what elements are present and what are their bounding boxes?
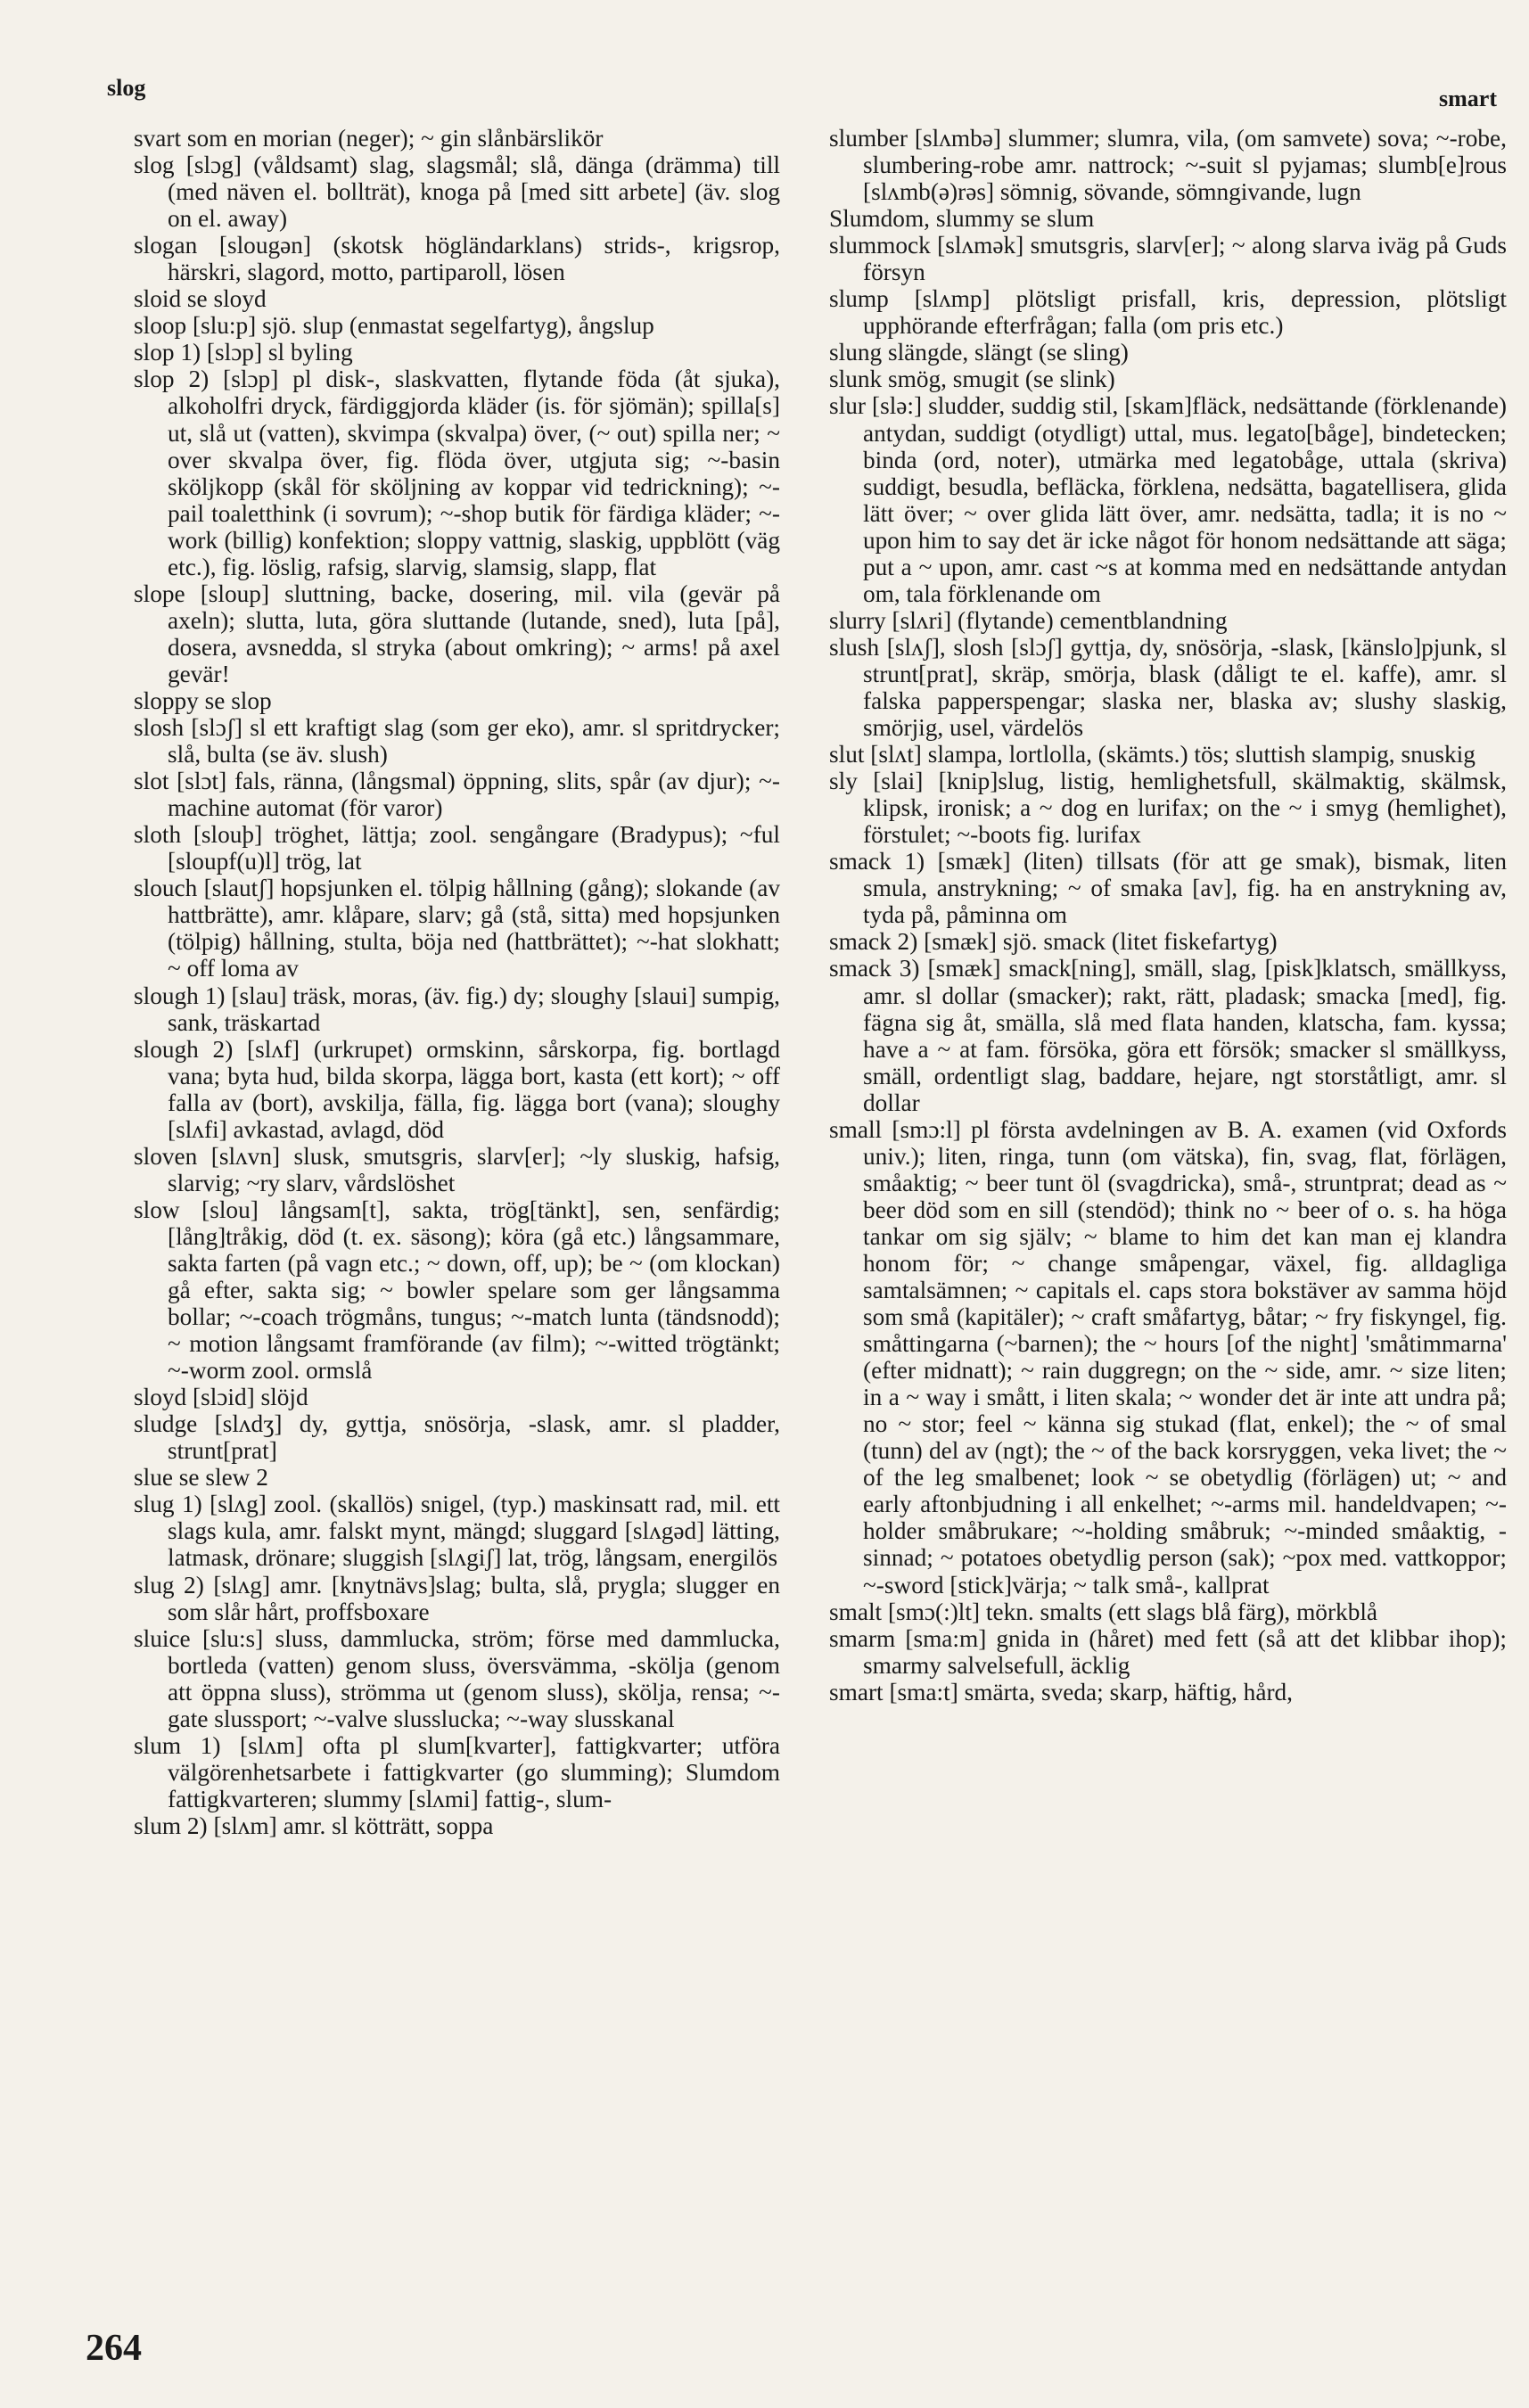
dictionary-entry: slush [slʌʃ], slosh [slɔʃ] gyttja, dy, snösörja, -slask, [känslo]pjunk, sl strunt[prat], skräp, smörja, blask (dåligt te el. kaffe), amr. sl falska papperspengar; slaska ner, blaska av; slushy slaskig, smörjig, usel, värdelös	[829, 633, 1507, 742]
dictionary-entry: smarm [sma:m] gnida in (håret) med fett (så att det klibbar ihop); smarmy salvelsefull, äcklig	[829, 1624, 1507, 1679]
dictionary-entry: slue se slew 2	[134, 1464, 268, 1492]
dictionary-entry: sluice [slu:s] sluss, dammlucka, ström; förse med dammlucka, bortleda (vatten) genom sluss, översvämma, -skölja (genom att öppna sluss), strömma ut (genom sluss), skölja, rensa; ~-gate slussport; ~-valve slusslucka; ~-way slusskanal	[134, 1624, 780, 1732]
dictionary-entry: slope [sloup] sluttning, backe, dosering, mil. vila (gevär på axeln); slutta, luta, göra sluttande (lutande, sned), luta [på], dosera, avsnedda, sl stryka (about omkring); ~ arms! på axel gevär!	[134, 579, 780, 687]
dictionary-entry: slum 1) [slʌm] ofta pl slum[kvarter], fattigkvarter; utföra välgörenhetsarbete i fattigkvarter (go slumming); Slumdom fattigkvarteren; slummy [slʌmi] fattig-, slum-	[134, 1731, 780, 1812]
dictionary-entry: sloyd [slɔid] slöjd	[134, 1384, 308, 1411]
dictionary-entry: sly [slai] [knip]slug, listig, hemlighetsfull, skälmaktig, skälmsk, klipsk, ironisk; a ~ dog en lurifax; on the ~ i smyg (hemlighet), förstulet; ~-boots fig. lurifax	[829, 768, 1507, 849]
dictionary-entry: smalt [smɔ(:)lt] tekn. smalts (ett slags blå färg), mörkblå	[829, 1598, 1378, 1625]
left-column	[134, 125, 780, 1839]
dictionary-entry: slog [slɔg] (våldsamt) slag, slagsmål; slå, dänga (drämma) till (med näven el. bollträt), knoga på [med sitt arbete] (äv. slog on el. away)	[134, 152, 780, 233]
dictionary-entry: slumber [slʌmbə] slummer; slumra, vila, (om samvete) sova; ~-robe, slumbering-robe amr. nattrock; ~-suit sl pyjamas; slumb[e]rous [slʌmb(ə)rəs] sömnig, sövande, sömngivande, lugn	[829, 125, 1507, 206]
dictionary-entry: slow [slou] långsam[t], sakta, trög[tänkt], sen, senfärdig; [lång]tråkig, död (t. ex. säsong); köra (gå etc.) långsammare, sakta farten (på vagn etc.; ~ down, off, up); be ~ (om klockan) gå efter, sakta sig; ~ bowler spelare som ger långsamma bollar; ~-coach trögmåns, tungus; ~-match lunta (tändsnodd); ~ motion långsamt framförande (av film); ~-witted trögtänkt; ~-worm zool. ormslå	[134, 1196, 780, 1385]
dictionary-entry: slop 1) [slɔp] sl byling	[134, 339, 353, 366]
dictionary-entry: sloid se sloyd	[134, 285, 267, 313]
dictionary-entry: smack 3) [smæk] smack[ning], smäll, slag, [pisk]klatsch, smällkyss, amr. sl dollar (smacker); rakt, rätt, pladask; smacka [med], fig. fägna sig åt, smälla, slå med flata handen, klatscha, fam. kyssa; have a ~ at fam. försöka, göra ett försök; smacker sl smällkyss, smäll, ordentligt slag, baddare, hejare, ngt storståtligt, amr. sl dollar	[829, 955, 1507, 1116]
dictionary-entry: slogan [slougən] (skotsk högländarklans) strids-, krigsrop, härskri, slagord, motto, partiparoll, lösen	[134, 232, 780, 286]
dictionary-entry: smack 2) [smæk] sjö. smack (litet fiskefartyg)	[829, 928, 1278, 956]
dictionary-entry: smack 1) [smæk] (liten) tillsats (för att ge smak), bismak, liten smula, anstrykning; ~ of smaka [av], fig. ha en anstrykning av, tyda på, påminna om	[829, 848, 1507, 929]
left-guide-word: slog	[107, 75, 146, 101]
right-guide-word: smart	[1439, 86, 1497, 111]
dictionary-entry: slouch [slautʃ] hopsjunken el. tölpig hållning (gång); slokande (av hattbrätte), amr. klåpare, slarv; gå (stå, sitta) med hopsjunken (tölpig) hållning, stulta, böja ned (hattbrättet); ~-hat slokhatt; ~ off loma av	[134, 875, 780, 982]
dictionary-entry: slurry [slʌri] (flytande) cementblandning	[829, 606, 1228, 634]
dictionary-entry: slug 2) [slʌg] amr. [knytnävs]slag; bulta, slå, prygla; slugger en som slår hårt, proffsboxare	[134, 1571, 780, 1625]
dictionary-entry: slump [slʌmp] plötsligt prisfall, kris, depression, plötsligt upphörande efterfrågan; falla (om pris etc.)	[829, 285, 1507, 340]
dictionary-entry: slunk smög, smugit (se slink)	[829, 366, 1115, 393]
dictionary-entry: slop 2) [slɔp] pl disk-, slaskvatten, flytande föda (åt sjuka), alkoholfri dryck, färdiggjorda kläder (is. för sjömän); spilla[s] ut, slå ut (vatten), skvimpa (skvalpa) över, (~ out) spilla ner; ~ over skvalpa över, fig. flöda över, utgjuta sig; ~-basin sköljkopp (skål för sköljning av koppar vid tedrickning); ~-pail toaletthink (i sovrum); ~-shop butik för färdiga kläder; ~-work (billig) konfektion; sloppy vattnig, slaskig, uppblött (väg etc.), fig. löslig, rafsig, slarvig, slamsig, slapp, flat	[134, 366, 780, 580]
dictionary-entry: small [smɔ:l] pl första avdelningen av B. A. examen (vid Oxfords univ.); liten, ringa, tunn (om vätska), fin, svag, flat, förlägen, småaktig; ~ beer tunt öl (svagdricka), små-, struntprat; dead as ~ beer död som en sill (stendöd); think no ~ beer of o. s. ha höga tankar om sig själv; ~ blame to him det kan man ej klandra honom för; ~ change småpengar, växel, fig. alldagliga samtalsämnen; ~ capitals el. caps stora bokstäver av samma höjd som små (kapitäler); ~ craft småfartyg, båtar; ~ fry fiskyngel, fig. småttingarna (~barnen); the ~ hours [of the night] 'småtimmarna' (efter midnatt); ~ rain duggregn; on the ~ side, amr. ~ size liten; in a ~ way i smått, i liten skala; ~ wonder det är inte att undra på; no ~ stor; feel ~ känna sig stukad (flat, enkel); the ~ of smal (tunn) del av (ngt); the ~ of the back korsryggen, veka livet; the ~ of the leg smalbenet; look ~ se obetydlig (förlägen) ut; ~ and early aftonbjudning i all enkelhet; ~-arms mil. handeldvapen; ~-holder småbrukare; ~-holding småbruk; ~-minded småaktig, -sinnad; ~ potatoes obetydlig person (sak); ~pox med. vattkoppor; ~-sword [stick]värja; ~ talk små-, kallprat	[829, 1115, 1507, 1598]
page-number: 264	[86, 2328, 142, 2369]
dictionary-entry: slosh [slɔʃ] sl ett kraftigt slag (som ger eko), amr. sl spritdrycker; slå, bulta (se äv. slush)	[134, 714, 780, 768]
dictionary-entry: sloop [slu:p] sjö. slup (enmastat segelfartyg), ångslup	[134, 312, 654, 340]
dictionary-entry: slung slängde, slängt (se sling)	[829, 339, 1129, 366]
right-column	[829, 125, 1507, 1705]
dictionary-entry: slot [slɔt] fals, ränna, (långsmal) öppning, slits, spår (av djur); ~-machine automat (för varor)	[134, 768, 780, 822]
dictionary-entry: slug 1) [slʌg] zool. (skallös) snigel, (typ.) maskinsatt rad, mil. ett slags kula, amr. falskt mynt, mängd; sluggard [slʌgəd] lätting, latmask, drönare; sluggish [slʌgiʃ] lat, trög, långsam, energilös	[134, 1491, 780, 1572]
dictionary-entry: sloppy se slop	[134, 686, 272, 714]
dictionary-entry: sloven [slʌvn] slusk, smutsgris, slarv[er]; ~ly sluskig, hafsig, slarvig; ~ry slarv, vårdslöshet	[134, 1142, 780, 1196]
dictionary-entry: slut [slʌt] slampa, lortlolla, (skämts.) tös; sluttish slampig, snuskig	[829, 741, 1476, 768]
dictionary-entry: sludge [slʌdʒ] dy, gyttja, snösörja, -slask, amr. sl pladder, strunt[prat]	[134, 1410, 780, 1465]
dictionary-entry: Slumdom, slummy se slum	[829, 205, 1095, 233]
dictionary-entry: slough 2) [slʌf] (urkrupet) ormskinn, sårskorpa, fig. bortlagd vana; byta hud, bilda skorpa, lägga bort, kasta (ett kort); ~ off falla av (bort), avskilja, fälla, fig. lägga bort (vana); sloughy [slʌfi] avkastad, avlagd, död	[134, 1035, 780, 1143]
dictionary-entry: slough 1) [slau] träsk, moras, (äv. fig.) dy; sloughy [slaui] sumpig, sank, träskartad	[134, 982, 780, 1036]
dictionary-entry: slummock [slʌmək] smutsgris, slarv[er]; ~ along slarva iväg på Guds försyn	[829, 232, 1507, 286]
dictionary-entry: slur [slə:] sludder, suddig stil, [skam]fläck, nedsättande (förklenande) antydan, suddigt (otydligt) uttal, mus. legato[båge], bindetecken; binda (ord, noter), utmärka med legatobåge, uttala (skriva) suddigt, besudla, befläcka, förklena, nedsätta, bagatellisera, glida lätt över; ~ over glida lätt över, amr. nedsätta, tadla; it is no ~ upon him to say det är icke något för honom nedsättande att säga; put a ~ upon, amr. cast ~s at komma med en nedsättande antydan om, tala förklenande om	[829, 392, 1507, 607]
dictionary-entry: svart som en morian (neger); ~ gin slånbärslikör	[134, 125, 604, 152]
dictionary-entry: slum 2) [slʌm] amr. sl kötträtt, soppa	[134, 1812, 494, 1839]
dictionary-entry: sloth [slouþ] tröghet, lättja; zool. sengångare (Bradypus); ~ful [sloupf(u)l] trög, lat	[134, 821, 780, 875]
dictionary-entry: smart [sma:t] smärta, sveda; skarp, häftig, hård,	[829, 1678, 1294, 1705]
